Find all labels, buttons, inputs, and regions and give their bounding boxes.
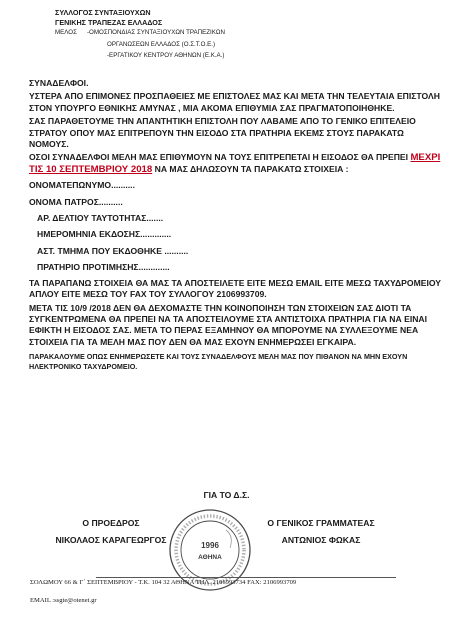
union-name-line-1: ΣΥΛΛΟΓΟΣ ΣΥΝΤΑΞΙΟΥΧΩΝ bbox=[55, 8, 151, 17]
field-preferred-store: ΠΡΑΤΗΡΙΟ ΠΡΟΤΙΜΗΣΗΣ............. bbox=[37, 262, 170, 273]
member-line-2: ΟΡΓΑΝΩΣΕΩΝ ΕΛΛΑΔΟΣ (Ο.Σ.Τ.Ο.Ε.) bbox=[107, 40, 216, 48]
paragraph-2: ΣΑΣ ΠΑΡΑΘΕΤΟΥΜΕ ΤΗΝ ΑΠΑΝΤΗΤΙΚΗ ΕΠΙΣΤΟΛΗ ΠΟΥ ΛΑΒΑΜΕ ΑΠΟ ΤΟ ΓΕΝΙΚΟ ΕΠΙΤΕΛΕΙΟ ΣΤΡΑΤΟΥ ΟΠΟΥ ΜΑΣ ΕΠΙΤΡΕΠΟΥΝ ΤΗΝ ΕΙΣΟΔΟ ΣΤΑ ΠΡΑΤΗΡΙΑ ΕΚΕΜΣ ΣΤΟΥΣ ΠΑΡΑΚΑΤΩ ΝΟΜΟΥΣ. bbox=[29, 116, 416, 150]
field-police-dept: ΑΣΤ. ΤΜΗΜΑ ΠΟΥ ΕΚΔΟΘΗΚΕ .......... bbox=[37, 245, 189, 256]
president-title: Ο ΠΡΟΕΔΡΟΣ bbox=[82, 518, 140, 528]
member-line-3: -ΕΡΓΑΤΙΚΟΥ ΚΕΝΤΡΟΥ ΑΘΗΝΩΝ (Ε.Κ.Α.) bbox=[107, 52, 225, 59]
footer-email: EMAIL :ssgte@otenet.gr bbox=[30, 597, 97, 604]
paragraph-3-start: ΟΣΟΙ ΣΥΝΑΔΕΛΦΟΙ ΜΕΛΗ ΜΑΣ ΕΠΙΘΥΜΟΥΝ ΝΑ ΤΟΥΣ ΕΠΙΤΡΕΠΕΤΑΙ Η ΕΙΣΟΔΟΣ ΘΑ ΠΡΕΠΕΙ bbox=[29, 152, 411, 163]
member-list bbox=[87, 27, 225, 62]
president-name: ΝΙΚΟΛΑΟΣ ΚΑΡΑΓΕΩΡΓΟΣ bbox=[55, 535, 167, 545]
field-issue-date: ΗΜΕΡΟΜΗΝΙΑ ΕΚΔΟΣΗΣ............. bbox=[37, 229, 172, 240]
member-line-1: -ΟΜΟΣΠΟΝΔΙΑΣ ΣΥΝΤΑΞΙΟΥΧΩΝ ΤΡΑΠΕΖΙΚΩΝ bbox=[87, 29, 226, 36]
stamp-inner-ring bbox=[181, 521, 239, 579]
member-label: ΜΕΛΟΣ bbox=[55, 29, 77, 36]
paragraph-4: ΤΑ ΠΑΡΑΠΑΝΩ ΣΤΟΙΧΕΙΑ ΘΑ ΜΑΣ ΤΑ ΑΠΟΣΤΕΙΛΕΤΕ ΕΙΤΕ ΜΕΣΩ EMAIL ΕΙΤΕ ΜΕΣΩ ΤΑΧΥΔΡΟΜΕΙΟΥ ΑΠΛΟΥ ΕΙΤΕ ΜΕΣΩ ΤΟΥ FAX ΤΟΥ ΣΥΛΛΟΓΟΥ 2106993709. bbox=[29, 277, 442, 300]
field-father-name: ΟΝΟΜΑ ΠΑΤΡΟΣ.......... bbox=[29, 196, 123, 207]
paragraph-5: ΜΕΤΑ ΤΙΣ 10/9 /2018 ΔΕΝ ΘΑ ΔΕΧΟΜΑΣΤΕ ΤΗΝ ΚΟΙΝΟΠΟΙΗΣΗ ΤΩΝ ΣΤΟΙΧΕΙΩΝ ΣΑΣ ΔΙΟΤΙ ΤΑ ΣΥΓΚΕΝΤΡΩΜΕΝΑ ΘΑ ΠΡΕΠΕΙ ΝΑ ΤΑ ΑΠΟΣΤΕΙΛΟΥΜΕ ΣΤΑ ΑΝΤΙΣΤΟΙΧΑ ΠΡΑΤΗΡΙΑ ΓΙΑ ΝΑ ΕΙΝΑΙ ΕΦΙΚΤΗ Η ΕΙΣΟΔΟΣ ΣΑΣ. ΜΕΤΑ ΤΟ ΠΕΡΑΣ ΕΞΑΜΗΝΟΥ ΘΑ ΜΠΟΡΟΥΜΕ ΝΑ ΣΥΛΛΕΞΟΥΜΕ ΝΕΑ ΣΤΟΙΧΕΙΑ ΓΙΑ ΤΑ ΜΕΛΗ ΜΑΣ ΠΟΥ ΔΕΝ ΘΑ ΜΑΣ ΕΧΟΥΝ ΕΝΗΜΕΡΩΣΕΙ ΕΓΚΑΙΡΑ. bbox=[29, 302, 428, 347]
paragraph-3-end: ΝΑ ΜΑΣ ΔΗΛΩΣΟΥΝ ΤΑ ΠΑΡΑΚΑΤΩ ΣΤΟΙΧΕΙΑ : bbox=[152, 163, 349, 174]
field-fullname: ΟΝΟΜΑΤΕΠΩΝΥΜΟ.......... bbox=[29, 180, 135, 191]
union-header bbox=[55, 8, 162, 27]
secretary-title: Ο ΓΕΝΙΚΟΣ ΓΡΑΜΜΑΤΕΑΣ bbox=[267, 518, 375, 528]
paragraph-1: ΥΣΤΕΡΑ ΑΠΟ ΕΠΙΜΟΝΕΣ ΠΡΟΣΠΑΘΕΙΕΣ ΜΕ ΕΠΙΣΤΟΛΕΣ ΜΑΣ ΚΑΙ ΜΕΤΑ ΤΗΝ ΤΕΛΕΥΤΑΙΑ ΕΠΙΣΤΟΛΗ ΣΤΟΝ ΥΠΟΥΡΓΟ ΕΘΝΙΚΗΣ ΑΜΥΝΑΣ , ΜΙΑ ΑΚΟΜΑ ΕΠΙΘΥΜΙΑ ΣΑΣ ΠΡΑΓΜΑΤΟΠΟΙΗΘΗΚΕ. bbox=[29, 91, 440, 113]
footer-address: ΣΟΛΩΜΟΥ 66 & Γ΄ ΣΕΠΤΕΜΒΡΙΟΥ - Τ.Κ. 104 32 ΑΘΗΝΑ ΤΗΛ. 2106993734 FAX: 2106993709 bbox=[30, 579, 297, 586]
footer-divider bbox=[96, 577, 396, 578]
board-label: ΓΙΑ ΤΟ Δ.Σ. bbox=[203, 490, 250, 500]
deadline-highlight: ΜΕΧΡΙ ΤΙΣ 10 ΣΕΠΤΕΜΒΡΙΟΥ 2018 bbox=[29, 152, 441, 175]
stamp-outer-ring bbox=[170, 510, 250, 590]
stamp-city: ΑΘΗΝΑ bbox=[198, 554, 222, 561]
secretary-signature bbox=[236, 515, 406, 549]
stamp-year: 1996 bbox=[201, 541, 219, 550]
greeting: ΣΥΝΑΔΕΛΦΟΙ. bbox=[29, 78, 89, 88]
secretary-name: ΑΝΤΩΝΙΟΣ ΦΩΚΑΣ bbox=[281, 535, 361, 545]
paragraph-3 bbox=[29, 152, 444, 175]
president-signature bbox=[36, 515, 186, 549]
field-id-number: ΑΡ. ΔΕΛΤΙΟΥ ΤΑΥΤΟΤΗΤΑΣ....... bbox=[37, 213, 164, 224]
union-name-line-2: ΓΕΝΙΚΗΣ ΤΡΑΠΕΖΑΣ ΕΛΛΑΔΟΣ bbox=[55, 17, 163, 27]
stamp-ring-lettering bbox=[176, 516, 244, 584]
stamp-signature-stroke bbox=[226, 530, 231, 548]
letter-body bbox=[29, 78, 444, 372]
paragraph-6: ΠΑΡΑΚΑΛΟΥΜΕ ΟΠΩΣ ΕΝΗΜΕΡΩΣΕΤΕ ΚΑΙ ΤΟΥΣ ΣΥΝΑΔΕΛΦΟΥΣ ΜΕΛΗ ΜΑΣ ΠΟΥ ΠΙΘΑΝΟΝ ΝΑ ΜΗΝ ΕΧΟΥΝ ΗΛΕΚΤΡΟΝΙΚΟ ΤΑΧΥΔΡΟΜΕΙΟ. bbox=[29, 352, 408, 371]
